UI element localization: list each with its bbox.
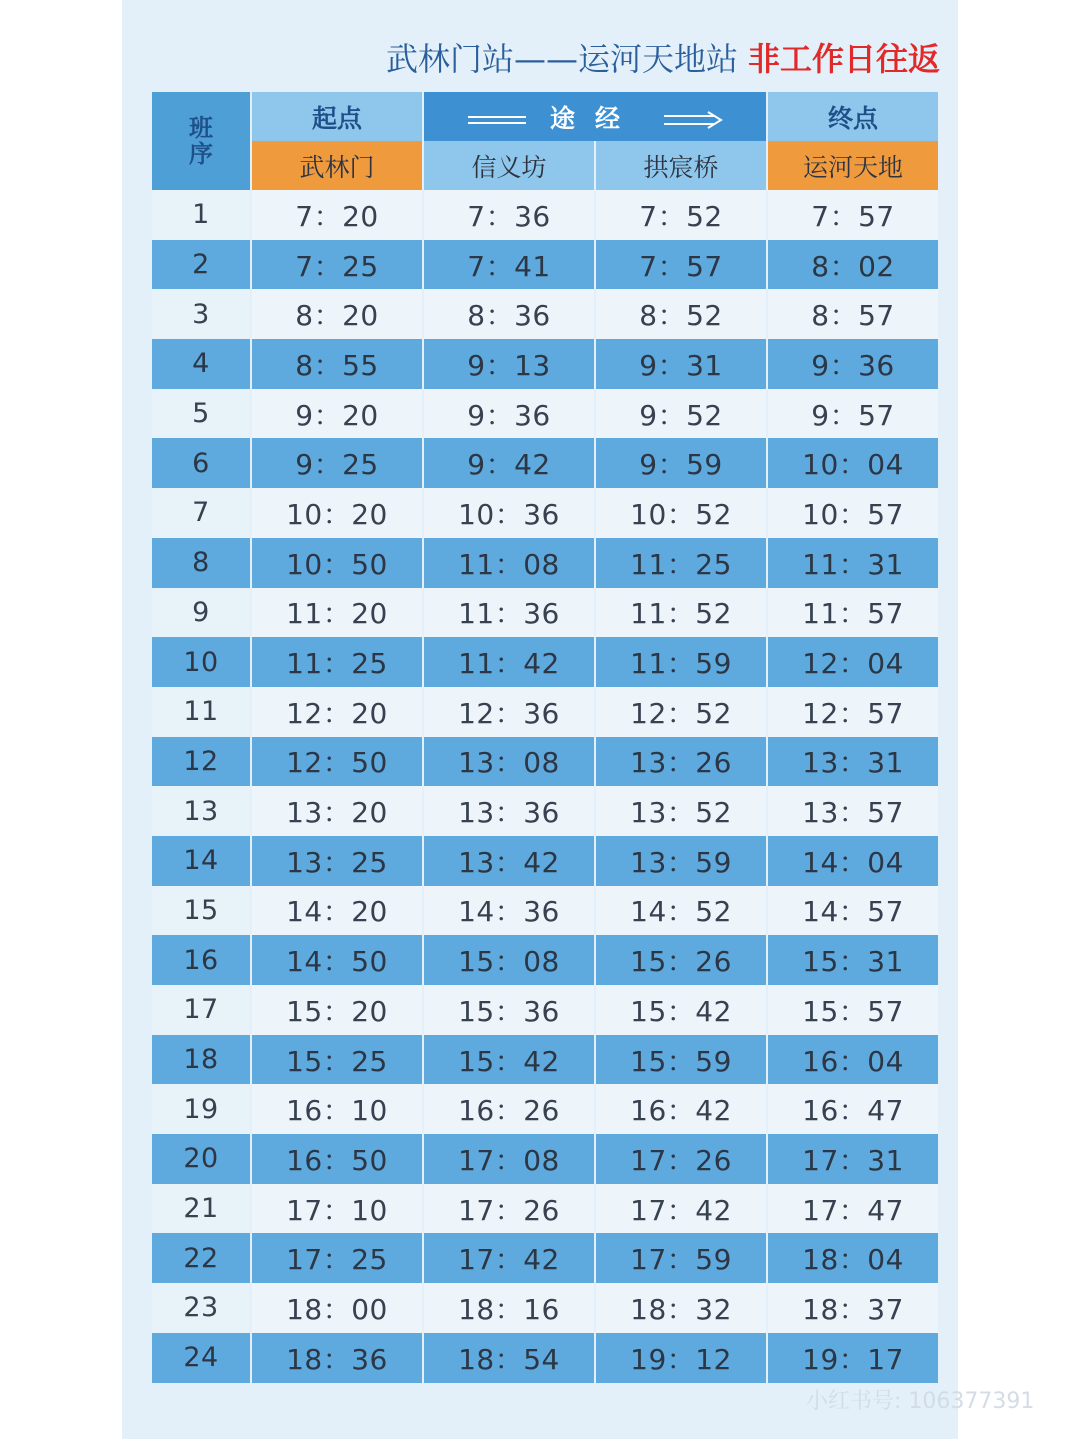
gongchenqiao-time-cell: 17：59 bbox=[596, 1233, 766, 1283]
xinyifang-time-cell: 15：42 bbox=[424, 1035, 594, 1085]
wulinmen-time-cell: 15：20 bbox=[252, 985, 422, 1035]
xinyifang-time-cell: 14：36 bbox=[424, 886, 594, 936]
timetable bbox=[150, 92, 940, 1383]
row-index-cell: 1 bbox=[152, 190, 250, 240]
timetable-body bbox=[152, 190, 938, 1383]
table-row bbox=[152, 438, 938, 488]
wulinmen-time-cell: 17：25 bbox=[252, 1233, 422, 1283]
table-row bbox=[152, 886, 938, 936]
index-header-label-top: 班 bbox=[189, 114, 213, 142]
index-header-label-bottom: 序 bbox=[189, 140, 213, 168]
wulinmen-time-cell: 17：10 bbox=[252, 1184, 422, 1234]
table-row bbox=[152, 935, 938, 985]
yunhetiandi-time-cell: 13：57 bbox=[768, 786, 938, 836]
yunhetiandi-time-cell: 12：57 bbox=[768, 687, 938, 737]
row-index-cell: 11 bbox=[152, 687, 250, 737]
via-right-arrow-icon bbox=[662, 111, 724, 129]
xinyifang-time-cell: 7：41 bbox=[424, 240, 594, 290]
row-index-cell: 22 bbox=[152, 1233, 250, 1283]
row-index-cell: 15 bbox=[152, 886, 250, 936]
wulinmen-time-cell: 11：20 bbox=[252, 588, 422, 638]
yunhetiandi-time-cell: 14：57 bbox=[768, 886, 938, 936]
yunhetiandi-time-cell: 16：47 bbox=[768, 1084, 938, 1134]
wulinmen-time-cell: 9：25 bbox=[252, 438, 422, 488]
gongchenqiao-time-cell: 19：12 bbox=[596, 1333, 766, 1383]
yunhetiandi-time-cell: 7：57 bbox=[768, 190, 938, 240]
wulinmen-time-cell: 10：20 bbox=[252, 488, 422, 538]
table-row bbox=[152, 190, 938, 240]
yunhetiandi-time-cell: 13：31 bbox=[768, 737, 938, 787]
table-row bbox=[152, 1084, 938, 1134]
row-index-cell: 4 bbox=[152, 339, 250, 389]
gongchenqiao-time-cell: 13：59 bbox=[596, 836, 766, 886]
xinyifang-time-cell: 9：13 bbox=[424, 339, 594, 389]
yunhetiandi-time-cell: 17：31 bbox=[768, 1134, 938, 1184]
row-index-cell: 17 bbox=[152, 985, 250, 1035]
gongchenqiao-time-cell: 15：42 bbox=[596, 985, 766, 1035]
yunhetiandi-time-cell: 9：57 bbox=[768, 389, 938, 439]
row-index-cell: 20 bbox=[152, 1134, 250, 1184]
xinyifang-time-cell: 15：08 bbox=[424, 935, 594, 985]
row-index-cell: 12 bbox=[152, 737, 250, 787]
service-mode-title: 非工作日往返 bbox=[747, 40, 940, 78]
gongchenqiao-time-cell: 7：57 bbox=[596, 240, 766, 290]
xinyifang-time-cell: 17：26 bbox=[424, 1184, 594, 1234]
watermark-logo: 小红书 bbox=[962, 1342, 1040, 1374]
gongchenqiao-time-cell: 8：52 bbox=[596, 289, 766, 339]
row-index-cell: 23 bbox=[152, 1283, 250, 1333]
watermark-id: 小红书号: 106377391 bbox=[806, 1389, 1035, 1414]
gongchenqiao-time-cell: 14：52 bbox=[596, 886, 766, 936]
row-index-cell: 16 bbox=[152, 935, 250, 985]
yunhetiandi-time-cell: 16：04 bbox=[768, 1035, 938, 1085]
row-index-cell: 14 bbox=[152, 836, 250, 886]
row-index-cell: 19 bbox=[152, 1084, 250, 1134]
xinyifang-time-cell: 18：16 bbox=[424, 1283, 594, 1333]
row-index-cell: 2 bbox=[152, 240, 250, 290]
table-row bbox=[152, 1035, 938, 1085]
index-header bbox=[152, 92, 250, 190]
row-index-cell: 18 bbox=[152, 1035, 250, 1085]
wulinmen-time-cell: 12：20 bbox=[252, 687, 422, 737]
wulinmen-time-cell: 7：25 bbox=[252, 240, 422, 290]
row-index-cell: 5 bbox=[152, 389, 250, 439]
wulinmen-time-cell: 11：25 bbox=[252, 637, 422, 687]
yunhetiandi-time-cell: 15：57 bbox=[768, 985, 938, 1035]
table-row bbox=[152, 1184, 938, 1234]
station-gongchenqiao: 拱宸桥 bbox=[596, 141, 766, 190]
yunhetiandi-time-cell: 18：04 bbox=[768, 1233, 938, 1283]
yunhetiandi-time-cell: 8：02 bbox=[768, 240, 938, 290]
table-row bbox=[152, 786, 938, 836]
wulinmen-time-cell: 15：25 bbox=[252, 1035, 422, 1085]
gongchenqiao-time-cell: 11：59 bbox=[596, 637, 766, 687]
xinyifang-time-cell: 17：42 bbox=[424, 1233, 594, 1283]
gongchenqiao-time-cell: 11：25 bbox=[596, 538, 766, 588]
xinyifang-time-cell: 13：42 bbox=[424, 836, 594, 886]
xinyifang-time-cell: 9：36 bbox=[424, 389, 594, 439]
gongchenqiao-time-cell: 9：52 bbox=[596, 389, 766, 439]
gongchenqiao-time-cell: 17：26 bbox=[596, 1134, 766, 1184]
via-header-label: 途经 bbox=[550, 103, 641, 133]
table-row bbox=[152, 488, 938, 538]
row-index-cell: 7 bbox=[152, 488, 250, 538]
yunhetiandi-time-cell: 9：36 bbox=[768, 339, 938, 389]
station-yunhetiandi: 运河天地 bbox=[768, 141, 938, 190]
wulinmen-time-cell: 16：50 bbox=[252, 1134, 422, 1184]
gongchenqiao-time-cell: 7：52 bbox=[596, 190, 766, 240]
gongchenqiao-time-cell: 12：52 bbox=[596, 687, 766, 737]
yunhetiandi-time-cell: 11：31 bbox=[768, 538, 938, 588]
page-title bbox=[386, 34, 940, 80]
row-index-cell: 24 bbox=[152, 1333, 250, 1383]
gongchenqiao-time-cell: 17：42 bbox=[596, 1184, 766, 1234]
xinyifang-time-cell: 13：08 bbox=[424, 737, 594, 787]
wulinmen-time-cell: 14：20 bbox=[252, 886, 422, 936]
table-row bbox=[152, 637, 938, 687]
header-row-top bbox=[152, 92, 938, 141]
row-index-cell: 8 bbox=[152, 538, 250, 588]
row-index-cell: 10 bbox=[152, 637, 250, 687]
table-row bbox=[152, 389, 938, 439]
xinyifang-time-cell: 15：36 bbox=[424, 985, 594, 1035]
wulinmen-time-cell: 13：20 bbox=[252, 786, 422, 836]
via-header bbox=[424, 92, 766, 141]
yunhetiandi-time-cell: 17：47 bbox=[768, 1184, 938, 1234]
table-row bbox=[152, 289, 938, 339]
station-xinyifang: 信义坊 bbox=[424, 141, 594, 190]
xinyifang-time-cell: 16：26 bbox=[424, 1084, 594, 1134]
row-index-cell: 13 bbox=[152, 786, 250, 836]
xinyifang-time-cell: 12：36 bbox=[424, 687, 594, 737]
wulinmen-time-cell: 9：20 bbox=[252, 389, 422, 439]
xinyifang-time-cell: 10：36 bbox=[424, 488, 594, 538]
gongchenqiao-time-cell: 9：59 bbox=[596, 438, 766, 488]
yunhetiandi-time-cell: 10：04 bbox=[768, 438, 938, 488]
table-row bbox=[152, 1283, 938, 1333]
header-row-stations bbox=[152, 141, 938, 190]
xinyifang-time-cell: 18：54 bbox=[424, 1333, 594, 1383]
wulinmen-time-cell: 8：20 bbox=[252, 289, 422, 339]
wulinmen-time-cell: 13：25 bbox=[252, 836, 422, 886]
wulinmen-time-cell: 18：00 bbox=[252, 1283, 422, 1333]
yunhetiandi-time-cell: 18：37 bbox=[768, 1283, 938, 1333]
gongchenqiao-time-cell: 18：32 bbox=[596, 1283, 766, 1333]
wulinmen-time-cell: 7：20 bbox=[252, 190, 422, 240]
yunhetiandi-time-cell: 8：57 bbox=[768, 289, 938, 339]
row-index-cell: 9 bbox=[152, 588, 250, 638]
table-row bbox=[152, 538, 938, 588]
table-row bbox=[152, 1333, 938, 1383]
yunhetiandi-time-cell: 10：57 bbox=[768, 488, 938, 538]
yunhetiandi-time-cell: 19：17 bbox=[768, 1333, 938, 1383]
table-row bbox=[152, 240, 938, 290]
table-row bbox=[152, 836, 938, 886]
gongchenqiao-time-cell: 9：31 bbox=[596, 339, 766, 389]
xinyifang-time-cell: 7：36 bbox=[424, 190, 594, 240]
wulinmen-time-cell: 18：36 bbox=[252, 1333, 422, 1383]
yunhetiandi-time-cell: 14：04 bbox=[768, 836, 938, 886]
yunhetiandi-time-cell: 15：31 bbox=[768, 935, 938, 985]
yunhetiandi-time-cell: 11：57 bbox=[768, 588, 938, 638]
table-row bbox=[152, 687, 938, 737]
table-row bbox=[152, 339, 938, 389]
gongchenqiao-time-cell: 13：26 bbox=[596, 737, 766, 787]
row-index-cell: 3 bbox=[152, 289, 250, 339]
xinyifang-time-cell: 13：36 bbox=[424, 786, 594, 836]
table-row bbox=[152, 588, 938, 638]
wulinmen-time-cell: 16：10 bbox=[252, 1084, 422, 1134]
xinyifang-time-cell: 11：42 bbox=[424, 637, 594, 687]
row-index-cell: 21 bbox=[152, 1184, 250, 1234]
gongchenqiao-time-cell: 13：52 bbox=[596, 786, 766, 836]
yunhetiandi-time-cell: 12：04 bbox=[768, 637, 938, 687]
row-index-cell: 6 bbox=[152, 438, 250, 488]
xinyifang-time-cell: 8：36 bbox=[424, 289, 594, 339]
wulinmen-time-cell: 10：50 bbox=[252, 538, 422, 588]
wulinmen-time-cell: 8：55 bbox=[252, 339, 422, 389]
route-title: 武林门站——运河天地站 bbox=[385, 40, 738, 78]
start-header: 起点 bbox=[252, 92, 422, 141]
gongchenqiao-time-cell: 15：26 bbox=[596, 935, 766, 985]
gongchenqiao-time-cell: 11：52 bbox=[596, 588, 766, 638]
table-row bbox=[152, 1233, 938, 1283]
xinyifang-time-cell: 11：08 bbox=[424, 538, 594, 588]
xinyifang-time-cell: 11：36 bbox=[424, 588, 594, 638]
gongchenqiao-time-cell: 10：52 bbox=[596, 488, 766, 538]
via-left-lines-icon bbox=[466, 111, 528, 129]
xinyifang-time-cell: 17：08 bbox=[424, 1134, 594, 1184]
table-row bbox=[152, 737, 938, 787]
gongchenqiao-time-cell: 16：42 bbox=[596, 1084, 766, 1134]
station-wulinmen: 武林门 bbox=[252, 141, 422, 190]
wulinmen-time-cell: 14：50 bbox=[252, 935, 422, 985]
xinyifang-time-cell: 9：42 bbox=[424, 438, 594, 488]
gongchenqiao-time-cell: 15：59 bbox=[596, 1035, 766, 1085]
table-row bbox=[152, 1134, 938, 1184]
wulinmen-time-cell: 12：50 bbox=[252, 737, 422, 787]
end-header: 终点 bbox=[768, 92, 938, 141]
table-row bbox=[152, 985, 938, 1035]
